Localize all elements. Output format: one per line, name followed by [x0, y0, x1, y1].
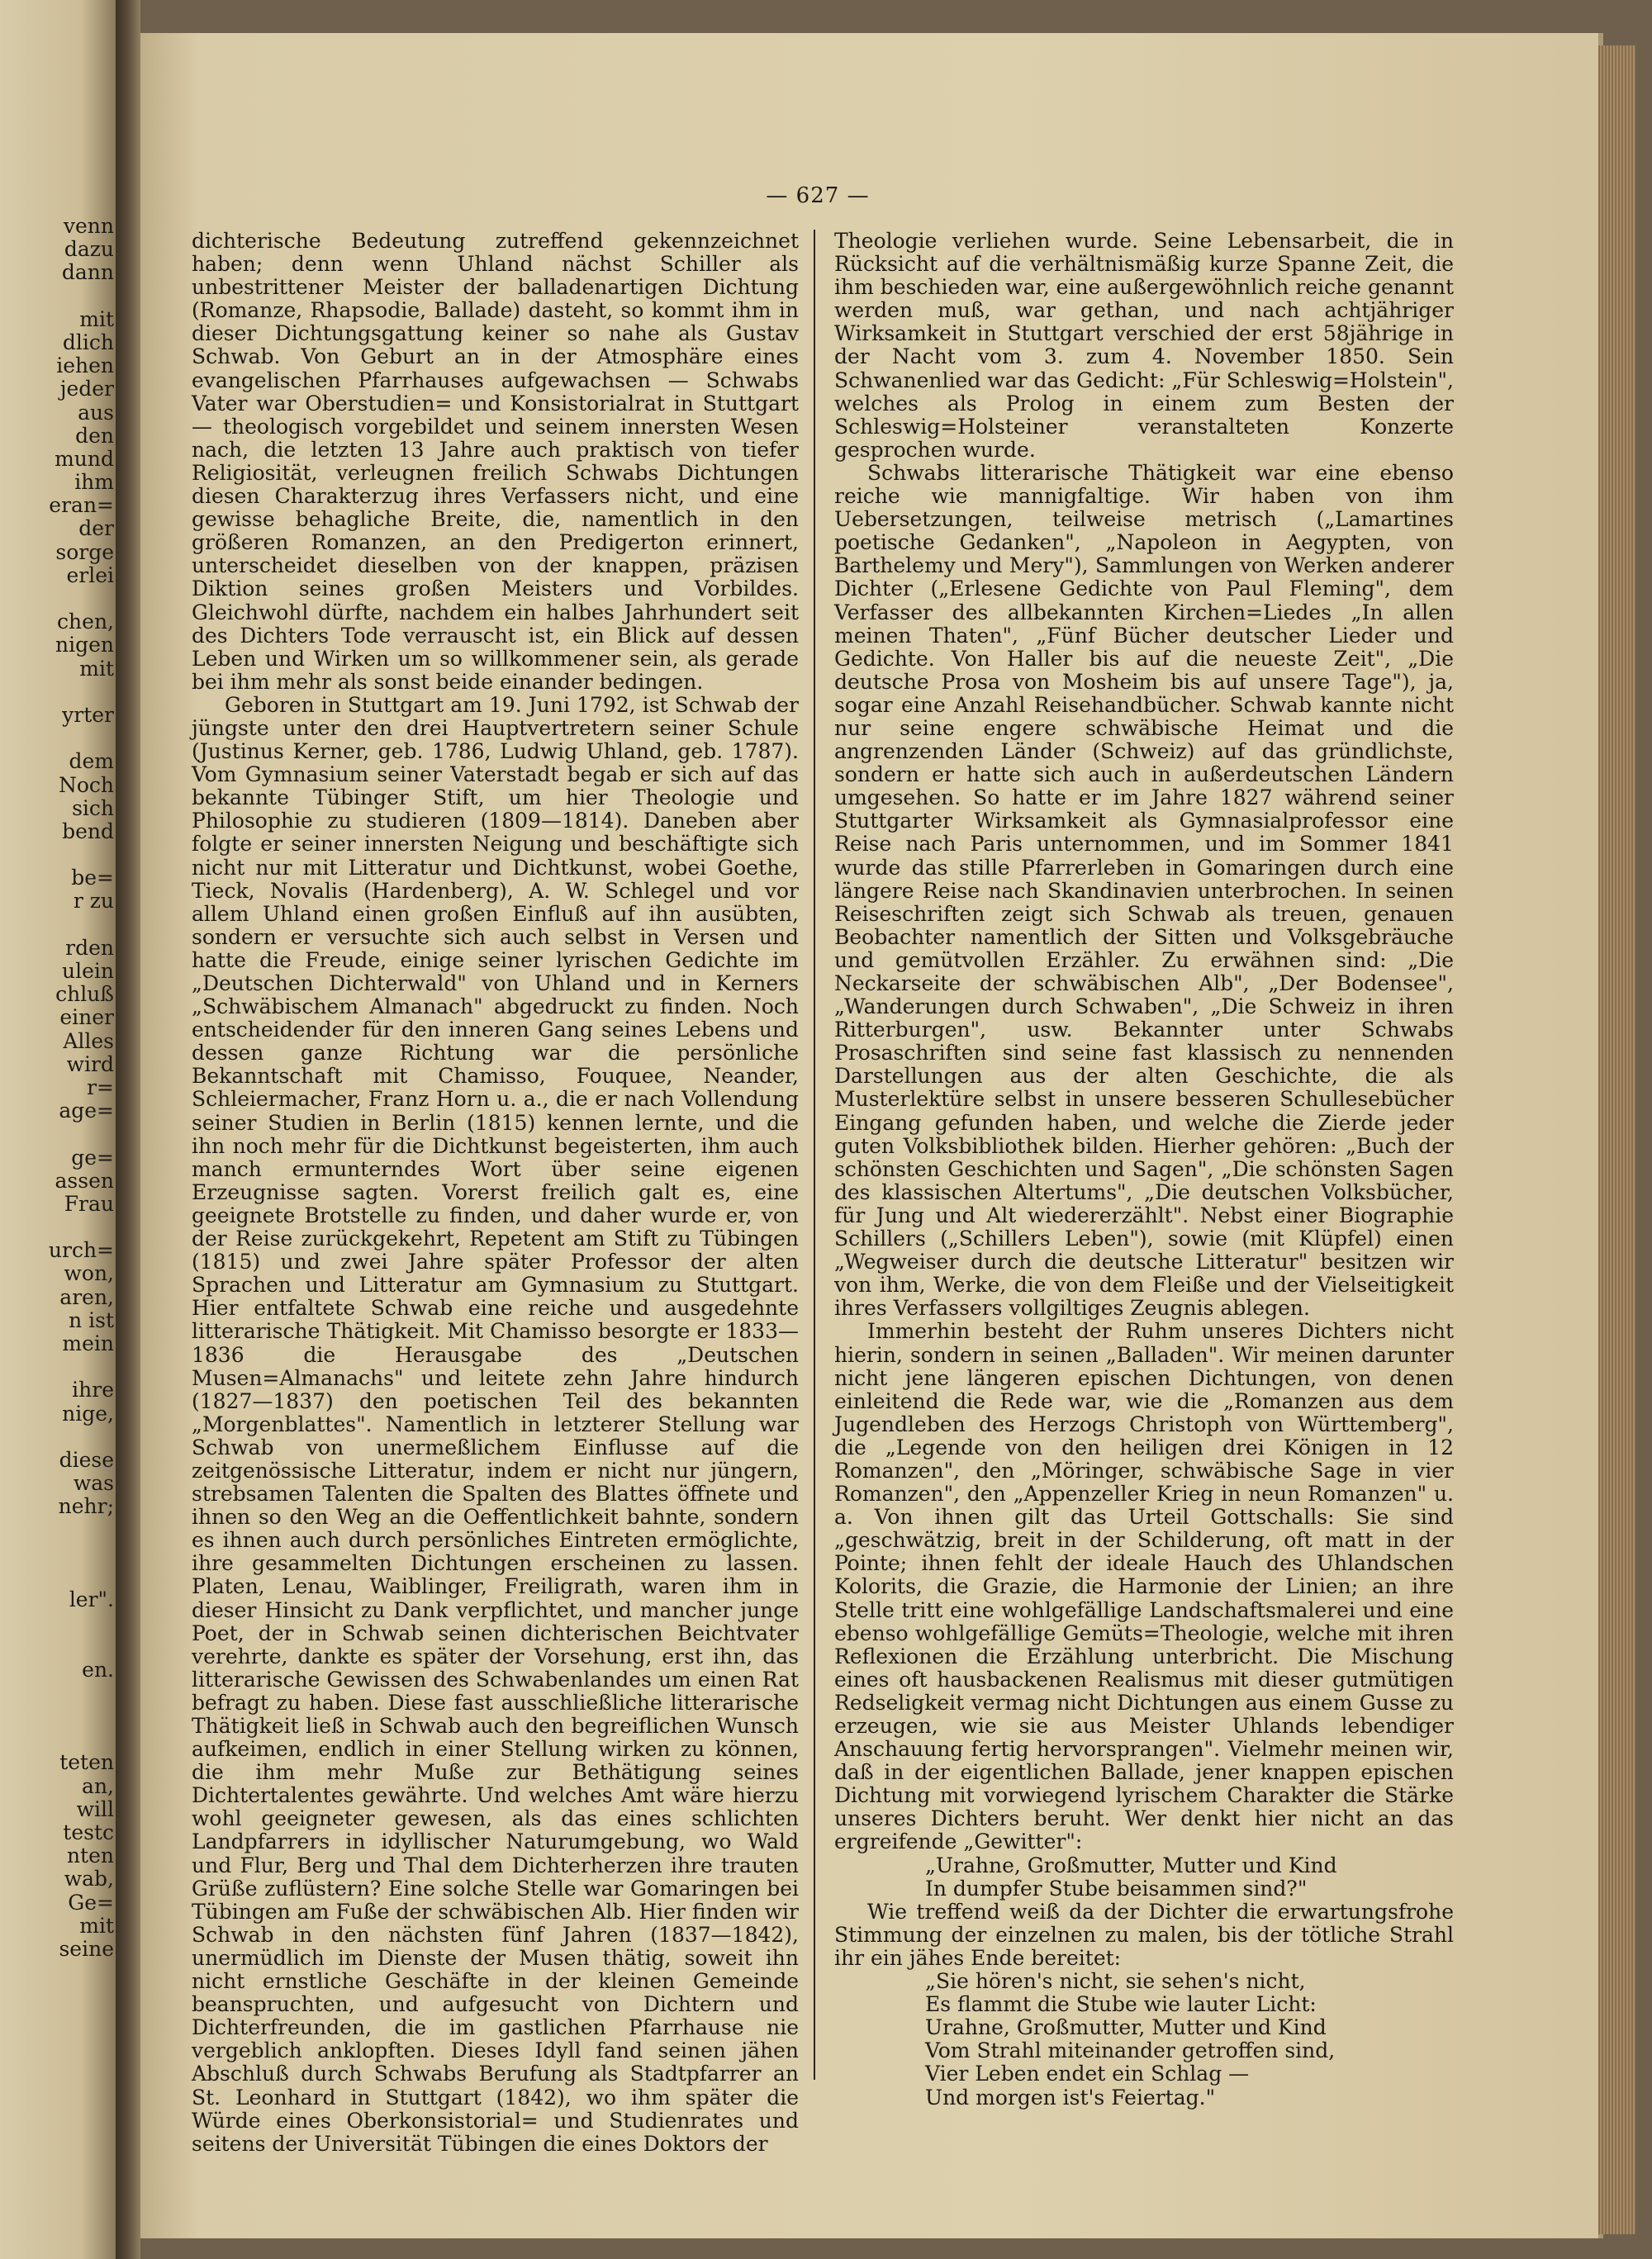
margin-fragment: dlich: [62, 330, 114, 354]
margin-fragment: [0, 1355, 114, 1379]
margin-fragment: jeder: [59, 377, 114, 401]
margin-fragment: nehr;: [58, 1494, 114, 1519]
margin-fragment: [0, 914, 114, 937]
left-margin-fragments: [0, 215, 114, 1961]
margin-fragment: was: [73, 1471, 114, 1496]
margin-fragment: mein: [62, 1331, 114, 1355]
margin-fragment: ihre: [72, 1378, 114, 1402]
margin-fragment: [0, 1728, 114, 1751]
margin-fragment: [0, 843, 114, 866]
margin-fragment: Alles: [63, 1028, 114, 1053]
margin-fragment: sorge: [55, 539, 114, 564]
left-page-edge: [0, 0, 116, 2259]
margin-fragment: [0, 1705, 114, 1728]
margin-fragment: [0, 1542, 114, 1565]
margin-fragment: [0, 1565, 114, 1588]
margin-fragment: assen: [55, 1168, 114, 1193]
margin-fragment: aus: [78, 400, 114, 425]
paragraph: Geboren in Stuttgart am 19. Juni 1792, ist Schwab der jüngste unter den drei Hauptvertretern seiner Schule (Justinus Kerner, geb. 1786, Ludwig Uhland, geb. 1787). Vom Gymnasium seiner Vaterstadt begab er sich auf das bekannte Tübinger Stift, um hier Theologie und Philosophie zu studieren (1809—1814). Daneben aber folgte er seiner innersten Neigung und beschäftigte sich nicht nur mit Litteratur und Dichtkunst, wobei Goethe, Tieck, Novalis (Hardenberg), A. W. Schlegel und vor allem Uhland einen großen Einfluß auf ihn ausübten, sondern er versuchte sich auch selbst in Versen und hatte die Freude, einige seiner lyrischen Gedichte im „Deutschen Dichterwald" von Uhland und in Kerners „Schwäbischem Almanach" abgedruckt zu finden. Noch entscheidender für den inneren Gang seines Lebens und dessen ganze Richtung war die persönliche Bekanntschaft mit Chamisso, Fouquee, Neander, Schleiermacher, Franz Horn u. a., die er nach Vollendung seiner Studien in Berlin (1815) kennen lernte, und die ihn noch mehr für die Dichtkunst begeisterten, ihm auch manch ermunterndes Wort über seine eigenen Erzeugnisse sagten. Vorerst freilich galt es, eine geeignete Brotstelle zu finden, und daher wurde er, von der Reise zurückgekehrt, Repetent am Stift zu Tübingen (1815) und zwei Jahre später Professor der alten Sprachen und Litteratur am Gymnasium zu Stuttgart. Hier entfaltete Schwab eine reiche und ausgedehnte litterarische Thätigkeit. Mit Chamisso besorgte er 1833—1836 die Herausgabe des „Deutschen Musen=Almanachs" und leitete zehn Jahre hindurch (1827—1837) den poetischen Teil des bekannten „Morgenblattes". Namentlich in letzterer Stellung war Schwab von unermeßlichem Einflusse auf die zeitgenössische Litteratur, indem er nicht nur jüngern, strebsamen Talenten die Spalten des Blattes öffnete und ihnen so den Weg an die Oeffentlichkeit bahnte, sondern es ihnen auch durch persönliches Eintreten ermöglichte, ihre gesammelten Dichtungen erscheinen zu lassen. Platen, Lenau, Waiblinger, Freiligrath, waren ihm in dieser Hinsicht zu Dank verpflichtet, und mancher junge Poet, der in Schwab seinen dichterischen Beichtvater verehrte, dankte es später der Vorsehung, erst ihn, das litterarische Gewissen des Schwabenlandes um einen Rat befragt zu haben. Diese fast ausschließliche litterarische Thätigkeit ließ in Schwab auch den begreiflichen Wunsch aufkeimen, endlich in einer Stellung wirken zu können, die ihm mehr Muße zur Bethätigung seines Dichtertalentes gewährte. Und welches Amt wäre hierzu wohl geeigneter gewesen, als das eines schlichten Landpfarrers in idyllischer Naturumgebung, wo Wald und Flur, Berg und Thal dem Dichterherzen ihre trauten Grüße zuflüstern? Eine solche Stelle war Gomaringen bei Tübingen am Fuße der schwäbischen Alb. Hier finden wir Schwab in den nächsten fünf Jahren (1837—1842), unermüdlich im Dienste der Musen thätig, soweit ihn nicht ernstliche Geschäfte in der kleinen Gemeinde beanspruchten, und aufgesucht von Dichtern und Dichterfreunden, die im gastlichen Pfarrhause nie vergeblich anklopften. Dieses Idyll fand seinen jähen Abschluß durch Schwabs Berufung als Stadtpfarrer an St. Leonhard in Stuttgart (1842), wo ihm später die Würde eines Oberkonsistorial= und Studienrates und seitens der Universität Tübingen die eines Doktors der: [192, 692, 799, 2156]
verse-line: In dumpfer Stube beisammen sind?": [925, 1876, 1308, 1901]
margin-fragment: erlei: [66, 562, 114, 587]
verse-line: Es flammt die Stube wie lauter Licht:: [925, 1992, 1317, 2017]
margin-fragment: Ge=: [68, 1890, 114, 1915]
margin-fragment: dem: [69, 749, 114, 774]
margin-fragment: r zu: [73, 889, 114, 914]
margin-fragment: diese: [59, 1447, 114, 1472]
column-left: [192, 230, 799, 2156]
margin-fragment: [0, 1682, 114, 1705]
margin-fragment: Frau: [64, 1191, 114, 1216]
margin-fragment: ge=: [71, 1145, 114, 1170]
verse-line: Vom Strahl miteinander getroffen sind,: [925, 2038, 1336, 2063]
margin-fragment: den: [75, 423, 114, 448]
book-gutter: [116, 0, 140, 2259]
verse-line: Urahne, Großmutter, Mutter und Kind: [925, 2015, 1327, 2040]
margin-fragment: yrter: [62, 702, 114, 727]
paragraph: Wie treffend weiß da der Dichter die erwartungsfrohe Stimmung der einzelnen zu malen, bis der tötliche Strahl ihr ein jähes Ende bereitet:: [834, 1899, 1454, 1970]
margin-fragment: en.: [82, 1657, 114, 1682]
margin-fragment: bend: [62, 819, 114, 843]
margin-fragment: nten: [66, 1844, 114, 1868]
margin-fragment: will: [76, 1796, 114, 1821]
margin-fragment: mund: [55, 446, 114, 471]
margin-fragment: [0, 587, 114, 610]
margin-fragment: venn: [63, 214, 114, 238]
margin-fragment: testc: [63, 1820, 114, 1844]
page-number: — 627 —: [766, 183, 870, 208]
margin-fragment: ihm: [74, 470, 114, 495]
margin-fragment: wab,: [64, 1867, 114, 1891]
verse-line: „Sie hören's nicht, sie sehen's nicht,: [925, 1969, 1306, 1994]
margin-fragment: n ist: [69, 1307, 114, 1332]
margin-fragment: nige,: [62, 1401, 114, 1426]
verse-line: „Urahne, Großmutter, Mutter und Kind: [925, 1853, 1337, 1877]
page-stack-edge: [1598, 45, 1635, 2234]
margin-fragment: sich: [72, 795, 114, 820]
margin-fragment: [0, 727, 114, 750]
margin-fragment: age=: [59, 1099, 114, 1123]
margin-fragment: ulein: [62, 959, 114, 983]
margin-fragment: chluß: [55, 982, 114, 1007]
margin-fragment: [0, 1611, 114, 1635]
margin-fragment: r=: [87, 1075, 114, 1099]
margin-fragment: wird: [66, 1051, 114, 1076]
margin-fragment: iehen: [56, 354, 114, 378]
margin-fragment: [0, 1122, 114, 1146]
margin-fragment: chen,: [57, 610, 114, 634]
verse-line: Und morgen ist's Feiertag.": [925, 2085, 1216, 2110]
paragraph: Theologie verliehen wurde. Seine Lebensarbeit, die in Rücksicht auf die verhältnismäßig kurze Spanne Zeit, die ihm beschieden war, eine außergewöhnlich reiche genannt werden muß, war gethan, und nach achtjähriger Wirksamkeit in Stuttgart verschied der erst 58jährige in der Nacht vom 3. zum 4. November 1850. Sein Schwanenlied war das Gedicht: „Für Schleswig=Holstein", welches als Prolog in einem zum Besten der Schleswig=Holsteiner veranstalteten Konzerte gesprochen wurde.: [834, 229, 1454, 462]
margin-fragment: der: [78, 516, 114, 541]
margin-fragment: teten: [59, 1750, 114, 1775]
verse-quote-1: [925, 1854, 1454, 1901]
verse-quote-2: [925, 1970, 1454, 2110]
margin-fragment: [0, 681, 114, 704]
margin-fragment: an,: [82, 1773, 114, 1798]
margin-fragment: nigen: [55, 633, 114, 657]
column-right: [834, 230, 1454, 2110]
margin-fragment: be=: [71, 866, 114, 890]
margin-fragment: eran=: [49, 493, 114, 518]
margin-fragment: aren,: [59, 1284, 114, 1309]
margin-fragment: [0, 285, 114, 308]
margin-fragment: dann: [61, 260, 114, 285]
margin-fragment: rden: [65, 935, 114, 960]
margin-fragment: mit: [79, 306, 114, 331]
verse-line: Vier Leben endet ein Schlag —: [925, 2062, 1250, 2086]
margin-fragment: Noch: [58, 772, 114, 797]
margin-fragment: [0, 1216, 114, 1239]
margin-fragment: einer: [59, 1005, 114, 1030]
margin-fragment: seine: [59, 1936, 114, 1961]
margin-fragment: urch=: [48, 1238, 114, 1263]
margin-fragment: [0, 1519, 114, 1542]
paragraph: Immerhin besteht der Ruhm unseres Dichters nicht hierin, sondern in seinen „Balladen". Wir meinen darunter nicht jene längeren epischen Dichtungen, von denen einleitend die Rede war, wie die „Romanzen aus dem Jugendleben des Herzogs Christoph von Württemberg", die „Legende von den heiligen drei Königen in 12 Romanzen", den „Möringer, schwäbische Sage in vier Romanzen", den „Appenzeller Krieg in neun Romanzen" u. a. Von ihnen gilt das Urteil Gottschalls: Sie sind „geschwätzig, breit in der Schilderung, oft matt in der Pointe; ihnen fehlt der ideale Hauch des Uhlandschen Kolorits, die Grazie, die Harmonie der Linien; an ihre Stelle tritt eine wohlgefällige Landschaftsmalerei und eine ebenso wohlgefällige Gemüts=Theologie, welche mit ihren Reflexionen die Erzählung unterbricht. Die Mischung eines oft hausbackenen Realismus mit dieser gutmütigen Redseligkeit vermag nicht Dichtungen aus einem Gusse zu erzeugen, wie sie aus Meister Uhlands lebendiger Anschauung fertig hervorsprangen". Vielmehr meinen wir, daß in der eigentlichen Ballade, jener knappen epischen Dichtung mit vorwiegend lyrischem Charakter die Stärke unseres Dichters beruht. Wer denkt hier nicht an das ergreifende „Gewitter":: [834, 1319, 1454, 1854]
margin-fragment: ler".: [69, 1587, 114, 1612]
margin-fragment: [0, 1635, 114, 1658]
paragraph: dichterische Bedeutung zutreffend gekennzeichnet haben; denn wenn Uhland nächst Schiller als unbestrittener Meister der balladenartigen Dichtung (Romanze, Rhapsodie, Ballade) dasteht, so kommt ihm in dieser Dichtungsgattung keiner so nahe als Gustav Schwab. Von Geburt an in der Atmosphäre eines evangelischen Pfarrhauses aufgewachsen — Schwabs Vater war Oberstudien= und Konsistorialrat in Stuttgart — theologisch vorgebildet und seinem innersten Wesen nach, die letzten 13 Jahre auch praktisch von tiefer Religiosität, verleugnen freilich Schwabs Dichtungen diesen Charakterzug ihres Verfassers nicht, und eine gewisse behagliche Breite, die, namentlich in den größeren Romanzen, an den Predigerton erinnert, unterscheidet dieselben von der knappen, präzisen Diktion seines großen Meisters und Vorbildes. Gleichwohl dürfte, nachdem ein halbes Jahrhundert seit des Dichters Tode verrauscht ist, ein Blick auf dessen Leben und Wirken um so willkommener sein, als gerade bei ihm mehr als sonst beide einander bedingen.: [192, 229, 799, 694]
margin-fragment: mit: [79, 656, 114, 681]
margin-fragment: dazu: [64, 237, 114, 262]
paragraph: Schwabs litterarische Thätigkeit war eine ebenso reiche wie mannigfaltige. Wir haben von ihm Uebersetzungen, teilweise metrisch („Lamartines poetische Gedanken", „Napoleon in Aegypten, von Barthelemy und Mery"), Sammlungen von Werken anderer Dichter („Erlesene Gedichte von Paul Fleming", dem Verfasser des allbekannten Kirchen=Liedes „In allen meinen Thaten", „Fünf Bücher deutscher Lieder und Gedichte. Von Haller bis auf die neueste Zeit", „Die deutsche Prosa von Mosheim bis auf unsere Tage"), ja, sogar eine Anzahl Reisehandbücher. Schwab kannte nicht nur seine engere schwäbische Heimat und die angrenzenden Länder (Schweiz) auf das gründlichste, sondern er hatte sich auch in außerdeutschen Ländern umgesehen. So hatte er im Jahre 1827 während seiner Stuttgarter Wirksamkeit als Gymnasialprofessor eine Reise nach Paris unternommen, und im Sommer 1841 wurde das stille Pfarrerleben in Gomaringen durch eine längere Reise nach Skandinavien unterbrochen. In seinen Reiseschriften zeigt sich Schwab als treuen, genauen Beobachter namentlich der Sitten und Volksgebräuche und gemütvollen Erzähler. Zu erwähnen sind: „Die Neckarseite der schwäbischen Alb", „Der Bodensee", „Wanderungen durch Schwaben", „Die Schweiz in ihren Ritterburgen", usw. Bekannter unter Schwabs Prosaschriften sind seine fast klassisch zu nennenden Darstellungen aus der alten Geschichte, die als Musterlektüre selbst in unsere besseren Schullesebücher Eingang gefunden haben, und welche die Zierde jeder guten Volksbibliothek bilden. Hierher gehören: „Buch der schönsten Geschichten und Sagen", „Die schönsten Sagen des klassischen Altertums", „Die deutschen Volksbücher, für Jung und Alt wiedererzählt". Nebst einer Biographie Schillers („Schillers Leben"), sowie (mit Klüpfel) einen „Wegweiser durch die deutsche Litteratur" besitzen wir von ihm, Werke, die von dem Fleiße und der Vielseitigkeit ihres Verfassers vollgiltiges Zeugnis ablegen.: [834, 460, 1454, 1321]
margin-fragment: mit: [79, 1913, 114, 1938]
margin-fragment: [0, 1426, 114, 1449]
margin-fragment: won,: [64, 1261, 114, 1286]
column-divider: [814, 230, 815, 2080]
